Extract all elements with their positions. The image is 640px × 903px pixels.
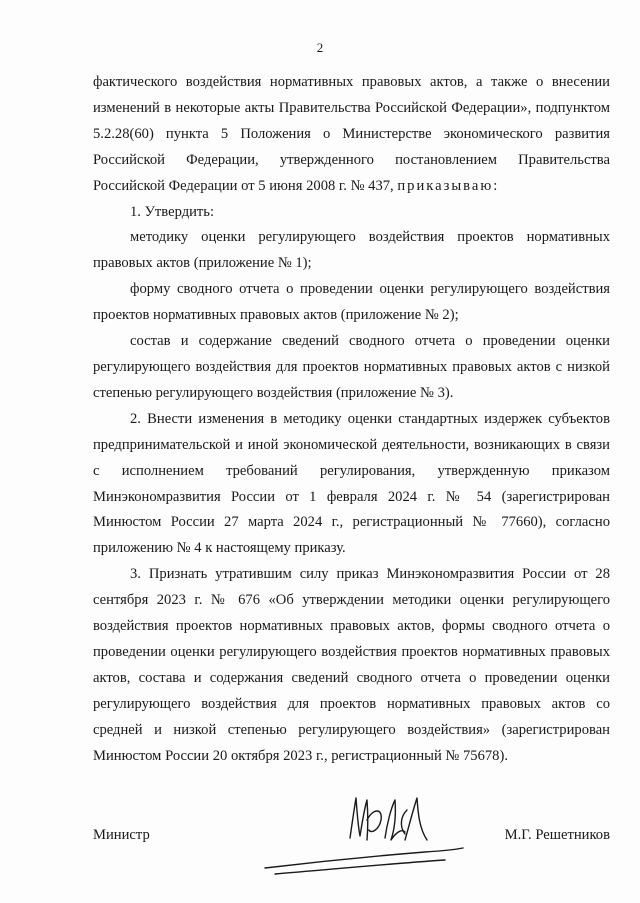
handwritten-signature xyxy=(255,790,465,880)
paragraph-intro-tail: : xyxy=(493,177,498,194)
paragraph-intro-text: фактического воздействия нормативных правовых актов, а также о внесении изменений в некоторые акты Правительства Российской Федерации», подпунктом 5.2.28(60) пункта 5 Положения о Министерстве экономического развития Российской Федерации, утвержденного постановлением Правительства Российской Федерации от 5 июня 2008 г. № 437, xyxy=(93,74,610,194)
signature-block xyxy=(0,790,640,880)
paragraph-item-3: 3. Признать утратившим силу приказ Минэкономразвития России от 28 сентября 2023 г. № 676 «Об утверждении методики оценки регулирующего воздействия проектов нормативных правовых актов, формы сводного отчета о проведении оценки регулирующего воздействия проектов нормативных правовых актов, состава и содержания сведений сводного отчета о проведении оценки регулирующего воздействия для проектов нормативных правовых актов со средней и низкой степенью регулирующего воздействия» (зарегистрирован Минюстом России 20 октября 2023 г., регистрационный № 75678). xyxy=(93,566,610,764)
paragraph-report-form: форму сводного отчета о проведении оценки регулирующего воздействия проектов нормативных правовых актов (приложение № 2); xyxy=(93,281,610,324)
signatory-title: Министр xyxy=(93,827,150,843)
paragraph-item-2: 2. Внести изменения в методику оценки стандартных издержек субъектов предпринимательской и иной экономической деятельности, возникающих в связи с исполнением требований регулирования, утвержденную приказом Минэкономразвития России от 1 февраля 2024 г. № 54 (зарегистрирован Минюстом России 27 марта 2024 г., регистрационный № 77660), согласно приложению № 4 к настоящему приказу. xyxy=(93,410,610,557)
paragraph-item-1: 1. Утвердить: xyxy=(130,203,215,220)
document-body xyxy=(93,70,610,769)
order-keyword: приказываю xyxy=(397,177,494,194)
paragraph-report-content: состав и содержание сведений сводного отчета о проведении оценки регулирующего воздействия для проектов нормативных правовых актов с низкой степенью регулирующего воздействия (приложение № 3). xyxy=(93,333,610,401)
paragraph-intro xyxy=(93,70,610,200)
paragraph-methodology: методику оценки регулирующего воздействия проектов нормативных правовых актов (приложение № 1); xyxy=(93,229,610,272)
signatory-name: М.Г. Решетников xyxy=(504,827,610,843)
page-number: 2 xyxy=(316,40,324,55)
